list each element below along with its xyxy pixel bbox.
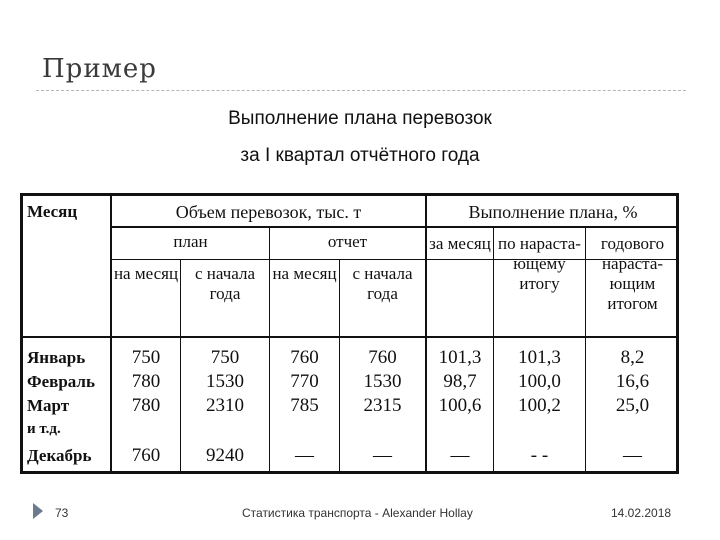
header-report-from-start: с начала года bbox=[352, 264, 413, 303]
header-fulfill-month: за месяц bbox=[429, 234, 491, 253]
column-pct-annual bbox=[586, 346, 679, 468]
table-cell: 760 bbox=[131, 445, 161, 466]
header-report-per-month: на месяц bbox=[272, 264, 337, 283]
table-cell: и т.д. bbox=[27, 421, 61, 437]
table-cell: — bbox=[373, 445, 392, 466]
table-cell: 98,7 bbox=[443, 371, 477, 392]
table-cell: Март bbox=[27, 396, 70, 415]
header-report: отчет bbox=[327, 232, 368, 251]
table-cell: — bbox=[623, 445, 642, 466]
header-plan-per-month: на месяц bbox=[113, 264, 179, 283]
table-cell: 16,6 bbox=[615, 371, 650, 392]
header-plan: план bbox=[173, 232, 208, 251]
table-cell: 25,0 bbox=[615, 395, 650, 416]
table-cell: 760 bbox=[290, 347, 319, 368]
footer-date: 14.02.2018 bbox=[611, 506, 672, 520]
column-plan-month bbox=[112, 346, 180, 468]
table-cell: 100,2 bbox=[518, 395, 561, 416]
table-cell: 100,6 bbox=[438, 395, 482, 416]
column-months bbox=[27, 346, 111, 468]
table-cell: 750 bbox=[131, 347, 161, 368]
table-cell: 1530 bbox=[206, 371, 244, 392]
table-cell: 770 bbox=[290, 371, 319, 392]
page-arrow-icon bbox=[33, 503, 43, 519]
title-divider bbox=[36, 90, 686, 91]
table-cell: — bbox=[295, 445, 314, 466]
table-cell: 2310 bbox=[206, 395, 244, 416]
header-fulfill-annual: годового нараста-ющим итогом bbox=[600, 234, 665, 313]
table-cell: 100,0 bbox=[518, 371, 561, 392]
table-cell: 101,3 bbox=[438, 347, 482, 368]
column-report-cumulative bbox=[340, 346, 425, 468]
subtitle-line-2: за I квартал отчётного года bbox=[240, 145, 480, 166]
table-cell: Февраль bbox=[27, 372, 95, 391]
table-rule bbox=[110, 226, 676, 228]
table-cell: 750 bbox=[210, 347, 240, 368]
table-cell: 2315 bbox=[363, 395, 402, 416]
table-cell bbox=[181, 418, 269, 440]
header-fulfill-cumulative: по нараста-ющему итогу bbox=[498, 234, 581, 293]
table-cell: 8,2 bbox=[620, 347, 645, 368]
table-cell: 785 bbox=[290, 395, 319, 416]
table-cell: 780 bbox=[131, 371, 161, 392]
column-plan-cumulative bbox=[181, 346, 269, 468]
table-cell: 101,3 bbox=[518, 347, 561, 368]
header-plan-from-start: с начала года bbox=[194, 264, 256, 303]
table-cell bbox=[112, 418, 180, 440]
table-cell: - - bbox=[530, 445, 549, 466]
page-number: 73 bbox=[55, 506, 69, 520]
transport-plan-table bbox=[20, 193, 679, 474]
table-cell: 9240 bbox=[206, 445, 244, 466]
table-cell bbox=[494, 418, 585, 440]
table-cell: 780 bbox=[131, 395, 161, 416]
table-cell bbox=[270, 418, 339, 440]
column-pct-month bbox=[427, 346, 493, 468]
table-cell: Январь bbox=[27, 348, 86, 367]
header-volume: Объем перевозок, тыс. т bbox=[175, 202, 362, 222]
header-fulfillment: Выполнение плана, % bbox=[468, 202, 638, 222]
table-cell: — bbox=[450, 445, 470, 466]
column-pct-cumulative bbox=[494, 346, 585, 468]
subtitle-line-1: Выполнение плана перевозок bbox=[228, 108, 492, 129]
table-cell bbox=[586, 418, 679, 440]
table-rule bbox=[23, 336, 676, 338]
header-month: Месяц bbox=[27, 202, 78, 221]
slide-title: Пример bbox=[42, 54, 157, 84]
table-cell bbox=[427, 418, 493, 440]
table-cell: Декабрь bbox=[27, 446, 92, 465]
footer-source: Статистика транспорта - Alexander Hollay bbox=[242, 506, 473, 520]
table-cell: 760 bbox=[368, 347, 397, 368]
table-cell: 1530 bbox=[363, 371, 402, 392]
column-report-month bbox=[270, 346, 339, 468]
table-cell bbox=[340, 418, 425, 440]
